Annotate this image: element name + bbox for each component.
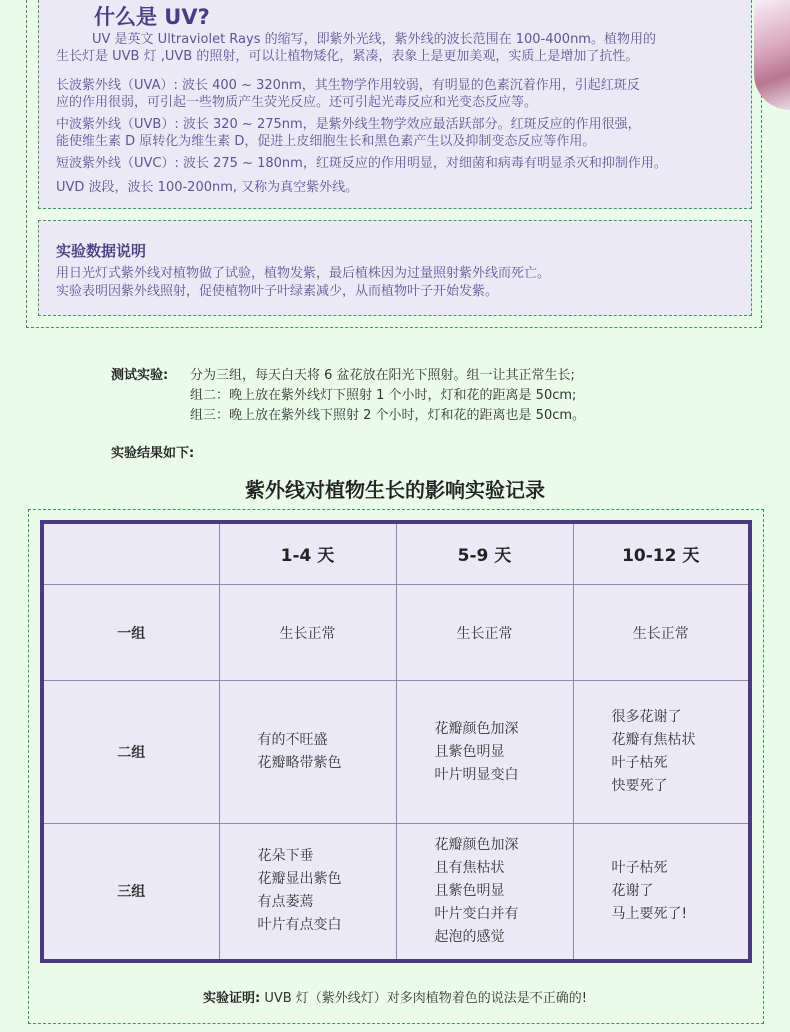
experiment-line-2: 实验表明因紫外线照射，促使植物叶子叶绿素减少，从而植物叶子开始发紫。	[56, 284, 499, 299]
cell-line: 起泡的感觉	[434, 928, 505, 945]
test-line-2: 组二：晚上放在紫外线灯下照射 1 个小时，灯和花的距离是 50cm;	[190, 388, 577, 403]
table-header-row	[42, 522, 750, 584]
cell-line: 花瓣颜色加深	[434, 836, 519, 853]
table-cell	[396, 823, 573, 961]
table-row-group-2	[42, 681, 750, 824]
cell-line: 叶子枯死	[611, 755, 668, 772]
test-label: 测试实验:	[111, 368, 169, 383]
flower-decoration	[754, 0, 790, 110]
cell-line: 花朵下垂	[257, 848, 314, 865]
experiment-section-title: 实验数据说明	[56, 242, 147, 260]
cell-line: 花瓣有焦枯状	[611, 732, 696, 749]
cell-line: 马上要死了!	[611, 905, 688, 922]
uv-intro-line-2: 生长灯是 UVB 灯 ,UVB 的照射，可以让植物矮化，紧凑，表象上是更加美观，实质上是增加了抗性。	[56, 49, 639, 64]
cell-line: 叶片变白并有	[434, 905, 519, 922]
cell-line: 花瓣颜色加深	[434, 720, 519, 737]
cell-line: 花谢了	[611, 882, 654, 899]
cell-line: 生长正常	[456, 625, 513, 642]
test-line-1: 分为三组，每天白天将 6 盆花放在阳光下照射。组一让其正常生长;	[190, 368, 575, 383]
uv-intro-line-1: UV 是英文 Ultraviolet Rays 的缩写，即紫外光线，紫外线的波长范围在 100-400nm。植物用的	[92, 32, 656, 47]
table-row-group-3	[42, 823, 750, 961]
uva-line-2: 应的作用很弱，可引起一些物质产生荧光反应。还可引起光毒反应和光变态反应等。	[56, 95, 538, 110]
cell-line: 花瓣显出紫色	[257, 871, 342, 888]
table-cell	[396, 584, 573, 680]
table-cell	[219, 584, 396, 680]
header-day-5-9: 5-9 天	[396, 522, 573, 584]
records-table	[40, 520, 752, 963]
table-cell	[396, 681, 573, 824]
group-label: 三组	[42, 823, 219, 961]
group-label: 二组	[42, 681, 219, 824]
cell-line: 叶片明显变白	[434, 766, 519, 783]
table-title: 紫外线对植物生长的影响实验记录	[245, 478, 545, 502]
uvd-line: UVD 波段，波长 100-200nm, 又称为真空紫外线。	[56, 180, 359, 195]
test-line-3: 组三：晚上放在紫外线下照射 2 个小时，灯和花的距离也是 50cm。	[190, 408, 586, 423]
cell-line: 有点萎蔫	[257, 894, 314, 911]
table-row-group-1	[42, 584, 750, 680]
cell-line: 生长正常	[632, 625, 689, 642]
cell-line: 叶子枯死	[611, 859, 668, 876]
cell-line: 生长正常	[279, 625, 336, 642]
cell-line: 且紫色明显	[434, 882, 505, 899]
cell-line: 且紫色明显	[434, 743, 505, 760]
header-empty	[42, 522, 219, 584]
uvb-line-1: 中波紫外线（UVB）: 波长 320 ~ 275nm，是紫外线生物学效应最活跃部分。红斑反应的作用很强，	[56, 117, 641, 132]
group-label: 一组	[42, 584, 219, 680]
uva-line-1: 长波紫外线（UVA）: 波长 400 ~ 320nm，其生物学作用较弱，有明显的色素沉着作用，引起红斑反	[56, 78, 640, 93]
uvc-line: 短波紫外线（UVC）: 波长 275 ~ 180nm，红斑反应的作用明显，对细菌和病毒有明显杀灭和抑制作用。	[56, 156, 667, 171]
uv-section-title: 什么是 UV?	[94, 5, 210, 29]
experiment-line-1: 用日光灯式紫外线对植物做了试验，植物发紫，最后植株因为过量照射紫外线而死亡。	[56, 266, 551, 281]
conclusion	[0, 987, 790, 1006]
cell-line: 很多花谢了	[611, 709, 682, 726]
conclusion-text: UVB 灯（紫外线灯）对多肉植物着色的说法是不正确的!	[264, 991, 587, 1006]
header-day-10-12: 10-12 天	[573, 522, 750, 584]
cell-line: 花瓣略带紫色	[257, 755, 342, 772]
cell-line: 且有焦枯状	[434, 859, 505, 876]
table-cell	[573, 584, 750, 680]
table-cell	[573, 823, 750, 961]
cell-line: 叶片有点变白	[257, 917, 342, 934]
table-cell	[219, 823, 396, 961]
cell-line: 有的不旺盛	[257, 732, 328, 749]
header-day-1-4: 1-4 天	[219, 522, 396, 584]
result-label: 实验结果如下:	[111, 446, 195, 461]
uvb-line-2: 能使维生素 D 原转化为维生素 D，促进上皮细胞生长和黑色素产生以及抑制变态反应等作用。	[56, 134, 596, 149]
conclusion-label: 实验证明:	[202, 991, 261, 1006]
cell-line: 快要死了	[611, 778, 668, 795]
table-cell	[573, 681, 750, 824]
table-cell	[219, 681, 396, 824]
